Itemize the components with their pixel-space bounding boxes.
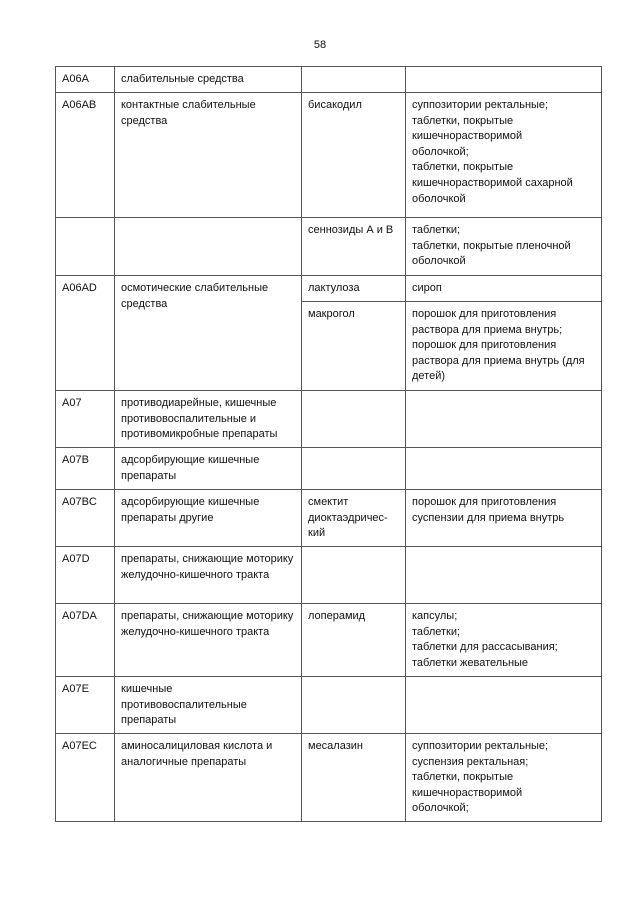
table-row (56, 218, 602, 276)
dosage-form-line: суппозитории ректальные; (412, 740, 549, 752)
atc-code-cell: A06A (56, 67, 115, 93)
pharmacological-group-cell: слабительные средства (115, 67, 302, 93)
pharmacological-group-cell: контактные слабительные средства (115, 93, 302, 218)
pharmacological-group-cell: адсорбирующие кишечные препараты (115, 448, 302, 490)
table-row (56, 93, 602, 218)
dosage-form-line: таблетки, покрытые (412, 114, 514, 127)
pharmacological-group-cell: препараты, снижающие моторику желудочно-кишечного тракта (115, 547, 302, 604)
dosage-form-line: порошок для приготовления (412, 308, 557, 320)
dosage-form-line: таблетки для рассасывания; (412, 641, 558, 654)
dosage-form-cell (406, 276, 602, 302)
dosage-form-line: порошок для приготовления (412, 339, 557, 352)
atc-code-cell: A07D (56, 547, 115, 604)
dosage-form-cell (406, 218, 602, 276)
table-row (56, 67, 602, 93)
pharmacological-group-cell: противодиарейные, кишечные противовоспалительные и противомикробные препараты (115, 391, 302, 448)
atc-code-cell: A07BC (56, 490, 115, 547)
dosage-form-line: таблетки жевательные (412, 656, 529, 669)
dosage-form-line: суспензии для приема внутрь (412, 511, 565, 524)
dosage-form-cell (406, 302, 602, 391)
drug-name-cell: сеннозиды А и В (302, 218, 406, 276)
dosage-form-line: кишечнорастворимой (412, 786, 523, 799)
drug-name-cell: смектит диоктаэдричес-кий (302, 490, 406, 547)
pharmacological-group-cell: адсорбирующие кишечные препараты другие (115, 490, 302, 547)
drug-classification-table (55, 66, 602, 822)
dosage-form-cell (406, 677, 602, 734)
dosage-form-cell (406, 391, 602, 448)
pharmacological-group-cell: препараты, снижающие моторику желудочно-кишечного тракта (115, 604, 302, 677)
dosage-form-line: детей) (412, 370, 446, 383)
dosage-form-line: капсулы; (412, 610, 458, 622)
atc-code-cell (56, 218, 115, 276)
drug-name-cell: лактулоза (302, 276, 406, 302)
dosage-form-line: таблетки, покрытые (412, 161, 514, 174)
dosage-form-cell (406, 604, 602, 677)
pharmacological-group-cell: аминосалициловая кислота и аналогичные препараты (115, 734, 302, 822)
atc-code-cell: A07E (56, 677, 115, 734)
dosage-form-cell (406, 547, 602, 604)
table-row (56, 448, 602, 490)
pharmacological-group-cell: осмотические слабительные средства (115, 276, 302, 391)
dosage-form-cell (406, 490, 602, 547)
atc-code-cell: A07DA (56, 604, 115, 677)
drug-name-cell (302, 391, 406, 448)
table-row (56, 604, 602, 677)
dosage-form-line: оболочкой (412, 192, 466, 205)
atc-code-cell: A07B (56, 448, 115, 490)
dosage-form-line: таблетки, покрытые пленочной (412, 239, 571, 252)
dosage-form-line: таблетки, покрытые (412, 771, 514, 784)
dosage-form-line: оболочкой (412, 255, 466, 268)
dosage-form-line: сироп (412, 282, 442, 294)
page-number: 58 (313, 39, 327, 51)
dosage-form-line: таблетки; (412, 625, 461, 638)
atc-code-cell: A07EC (56, 734, 115, 822)
table-row (56, 547, 602, 604)
dosage-form-cell (406, 448, 602, 490)
dosage-form-line: суппозитории ректальные; (412, 99, 549, 111)
dosage-form-line: кишечнорастворимой сахарной (412, 176, 573, 189)
pharmacological-group-cell (115, 218, 302, 276)
table-row (56, 490, 602, 547)
drug-name-cell (302, 67, 406, 93)
dosage-form-line: раствора для приема внутрь (для (412, 354, 585, 367)
dosage-form-line: кишечнорастворимой (412, 130, 523, 143)
dosage-form-cell (406, 67, 602, 93)
drug-name-cell: месалазин (302, 734, 406, 822)
dosage-form-line: раствора для приема внутрь; (412, 323, 563, 336)
atc-code-cell: A06AB (56, 93, 115, 218)
table-row (56, 391, 602, 448)
drug-name-cell (302, 547, 406, 604)
pharmacological-group-cell: кишечные противовоспалительные препараты (115, 677, 302, 734)
dosage-form-cell (406, 734, 602, 822)
dosage-form-line: таблетки; (412, 224, 461, 236)
drug-name-cell: бисакодил (302, 93, 406, 218)
dosage-form-cell (406, 93, 602, 218)
table-row (56, 677, 602, 734)
dosage-form-line: оболочкой; (412, 802, 469, 815)
dosage-form-line: суспензия ректальная; (412, 755, 529, 768)
table-row (56, 276, 602, 302)
drug-name-cell: макрогол (302, 302, 406, 391)
drug-name-cell: лоперамид (302, 604, 406, 677)
drug-name-cell (302, 677, 406, 734)
atc-code-cell: A07 (56, 391, 115, 448)
dosage-form-line: оболочкой; (412, 145, 469, 158)
drug-name-cell (302, 448, 406, 490)
dosage-form-line: порошок для приготовления (412, 496, 557, 508)
atc-code-cell: A06AD (56, 276, 115, 391)
table-row (56, 734, 602, 822)
